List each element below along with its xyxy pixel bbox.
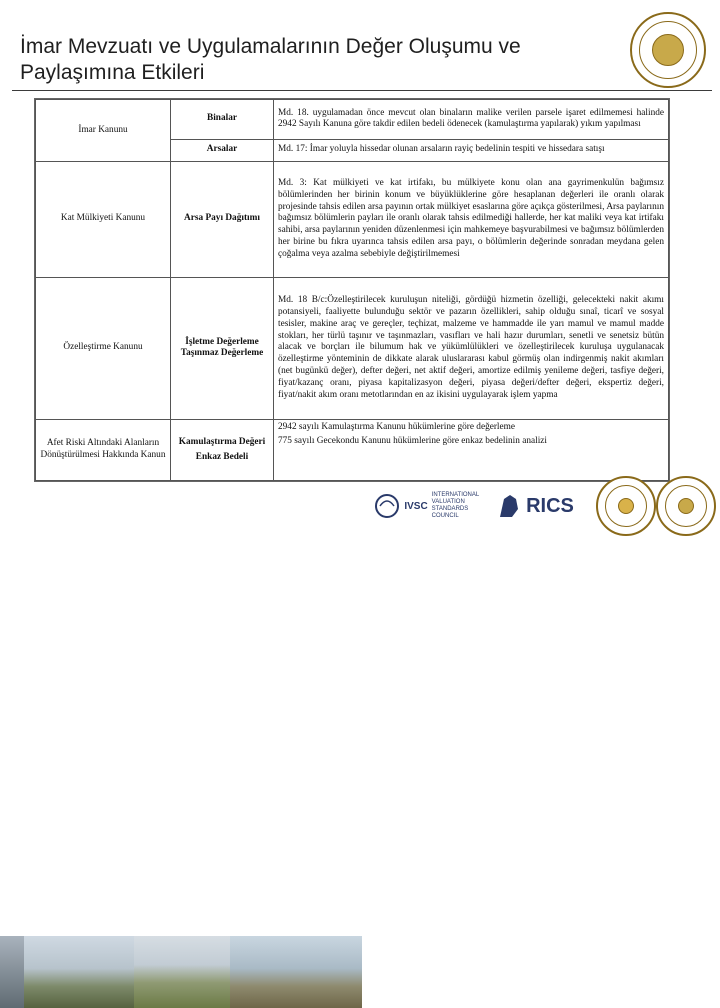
law-cell: Kat Mülkiyeti Kanunu xyxy=(36,161,171,277)
partner-logos xyxy=(362,474,720,540)
item-cell: Binalar xyxy=(171,100,274,140)
ivsc-logo xyxy=(368,480,478,532)
table-row xyxy=(36,100,669,140)
law-cell: Özelleştirme Kanunu xyxy=(36,277,171,419)
city-photo-2 xyxy=(24,936,134,1008)
item-cell: Arsa Payı Dağıtımı xyxy=(171,161,274,277)
rics-lion-icon xyxy=(496,491,522,521)
table-row xyxy=(36,277,669,419)
content-table xyxy=(34,98,670,482)
item-cell: Arsalar xyxy=(171,139,274,161)
description-cell: Md. 3: Kat mülkiyeti ve kat irtifakı, bu mülkiyete konu olan ana gayrimenkulün bağımsız bölümlerinden her birinin konum ve büyüklüklerine göre hesaplanan değerleri ile oranlı olarak projesinde tahsis edilen arsa payının ortak mülkiyet esaslarına göre açıkça gösterilmesi, Arsa paylarının bağımsız bölümlerin payları ile oranlı olarak tahsis edilmediği hallerde, her kat maliki veya kat irtifakı sahibi, arsa paylarının yeniden düzenlenmesi için mahkemeye başvurabilmesi ve bağımsız bölümlerden her birine bu fıkra uyarınca tahsis edilen arsa payı, o bölümlerin değerinde sonradan meydana gelen çoğalma veya azalma sebebiyle değiştirilmemesi xyxy=(274,161,669,277)
rics-logo xyxy=(480,480,590,532)
law-cell: İmar Kanunu xyxy=(36,100,171,162)
seal-core xyxy=(652,34,684,66)
description-cell xyxy=(274,420,669,481)
ivsc-emblem-icon xyxy=(374,493,400,519)
item-kamulastirma: Kamulaştırma Değeri xyxy=(178,436,266,447)
seal-core xyxy=(618,498,634,514)
law-cell: Afet Riski Altındaki Alanların Dönüştürülmesi Hakkında Kanun xyxy=(36,420,171,481)
item-cell xyxy=(171,420,274,481)
slide-title-line-2: Paylaşımına Etkileri xyxy=(20,61,205,84)
item-enkaz: Enkaz Bedeli xyxy=(195,451,249,462)
slide-title-line-1: İmar Mevzuatı ve Uygulamalarının Değer Oluşumu ve xyxy=(20,35,521,58)
ankara-university-seal-small xyxy=(656,476,716,536)
city-photo-1 xyxy=(0,936,24,1008)
slide-title xyxy=(20,34,620,86)
partner-seal-1 xyxy=(596,476,656,536)
description-cell: Md. 18. uygulamadan önce mevcut olan binaların malike verilen parsele işaret edilmemesi halinde 2942 Sayılı Kanuna göre takdir edilen bedeli ödenecek (kamulaştırma yapılarak) yıkım yapılması xyxy=(274,100,669,140)
ivsc-text: INTERNATIONAL VALUATION STANDARDS COUNCIL xyxy=(431,492,480,519)
table-row xyxy=(36,161,669,277)
item-cell: İşletme Değerleme Taşınmaz Değerleme xyxy=(171,277,274,419)
seal-core xyxy=(678,498,694,514)
desc-enkaz: 775 sayılı Gecekondu Kanunu hükümlerine göre enkaz bedelinin analizi xyxy=(278,435,548,446)
ankara-university-seal xyxy=(630,12,706,88)
table-row xyxy=(36,420,669,481)
description-cell: Md. 17: İmar yoluyla hissedar olunan arsaların rayiç bedelinin tespiti ve hissedara satışı xyxy=(274,139,669,161)
city-photo-3 xyxy=(134,936,230,1008)
description-cell: Md. 18 B/c:Özelleştirilecek kuruluşun niteliği, gördüğü hizmetin özelliği, gelecekteki nakit akımı potansiyeli, faaliyette bulunduğu sektör ve pazarın özellikleri, sahip olduğu sınaî, ticarî ve sosyal tesisler, makine araç ve gereçler, teçhizat, malzeme ve hammadde ile yarı mamul ve mamul madde stokları, her türlü taşınır ve taşınmazları, vasıfları ve hali hazır durumları, senetli ve senetsiz bütün alacak ve borçları ile bilumum hak ve yükümlülükleri ve özelleştirilecek kuruluşa uygulanacak özelleştirme yönteminin de dikkate alarak uluslararası kabul görmüş olan indirgenmiş nakit akımları (net bugünkü değer), defter değeri, net aktif değeri, amortize edilmiş yenileme değeri, tasfiye değeri, fiyat/kazanç oranı, piyasa kapitalizasyon değeri, piyasa değeri/defter değeri, ekspertiz değeri, fiyat/nakit akım oranı metotlarından en az ikisini uygulayarak işlem yapma xyxy=(274,277,669,419)
rics-wordmark: RICS xyxy=(526,494,574,517)
title-underline xyxy=(12,90,712,91)
city-photo-4 xyxy=(230,936,362,1008)
desc-kamulastirma: 2942 sayılı Kamulaştırma Kanunu hükümlerine göre değerleme xyxy=(278,422,516,432)
ivsc-abbr: IVSC xyxy=(404,500,428,512)
